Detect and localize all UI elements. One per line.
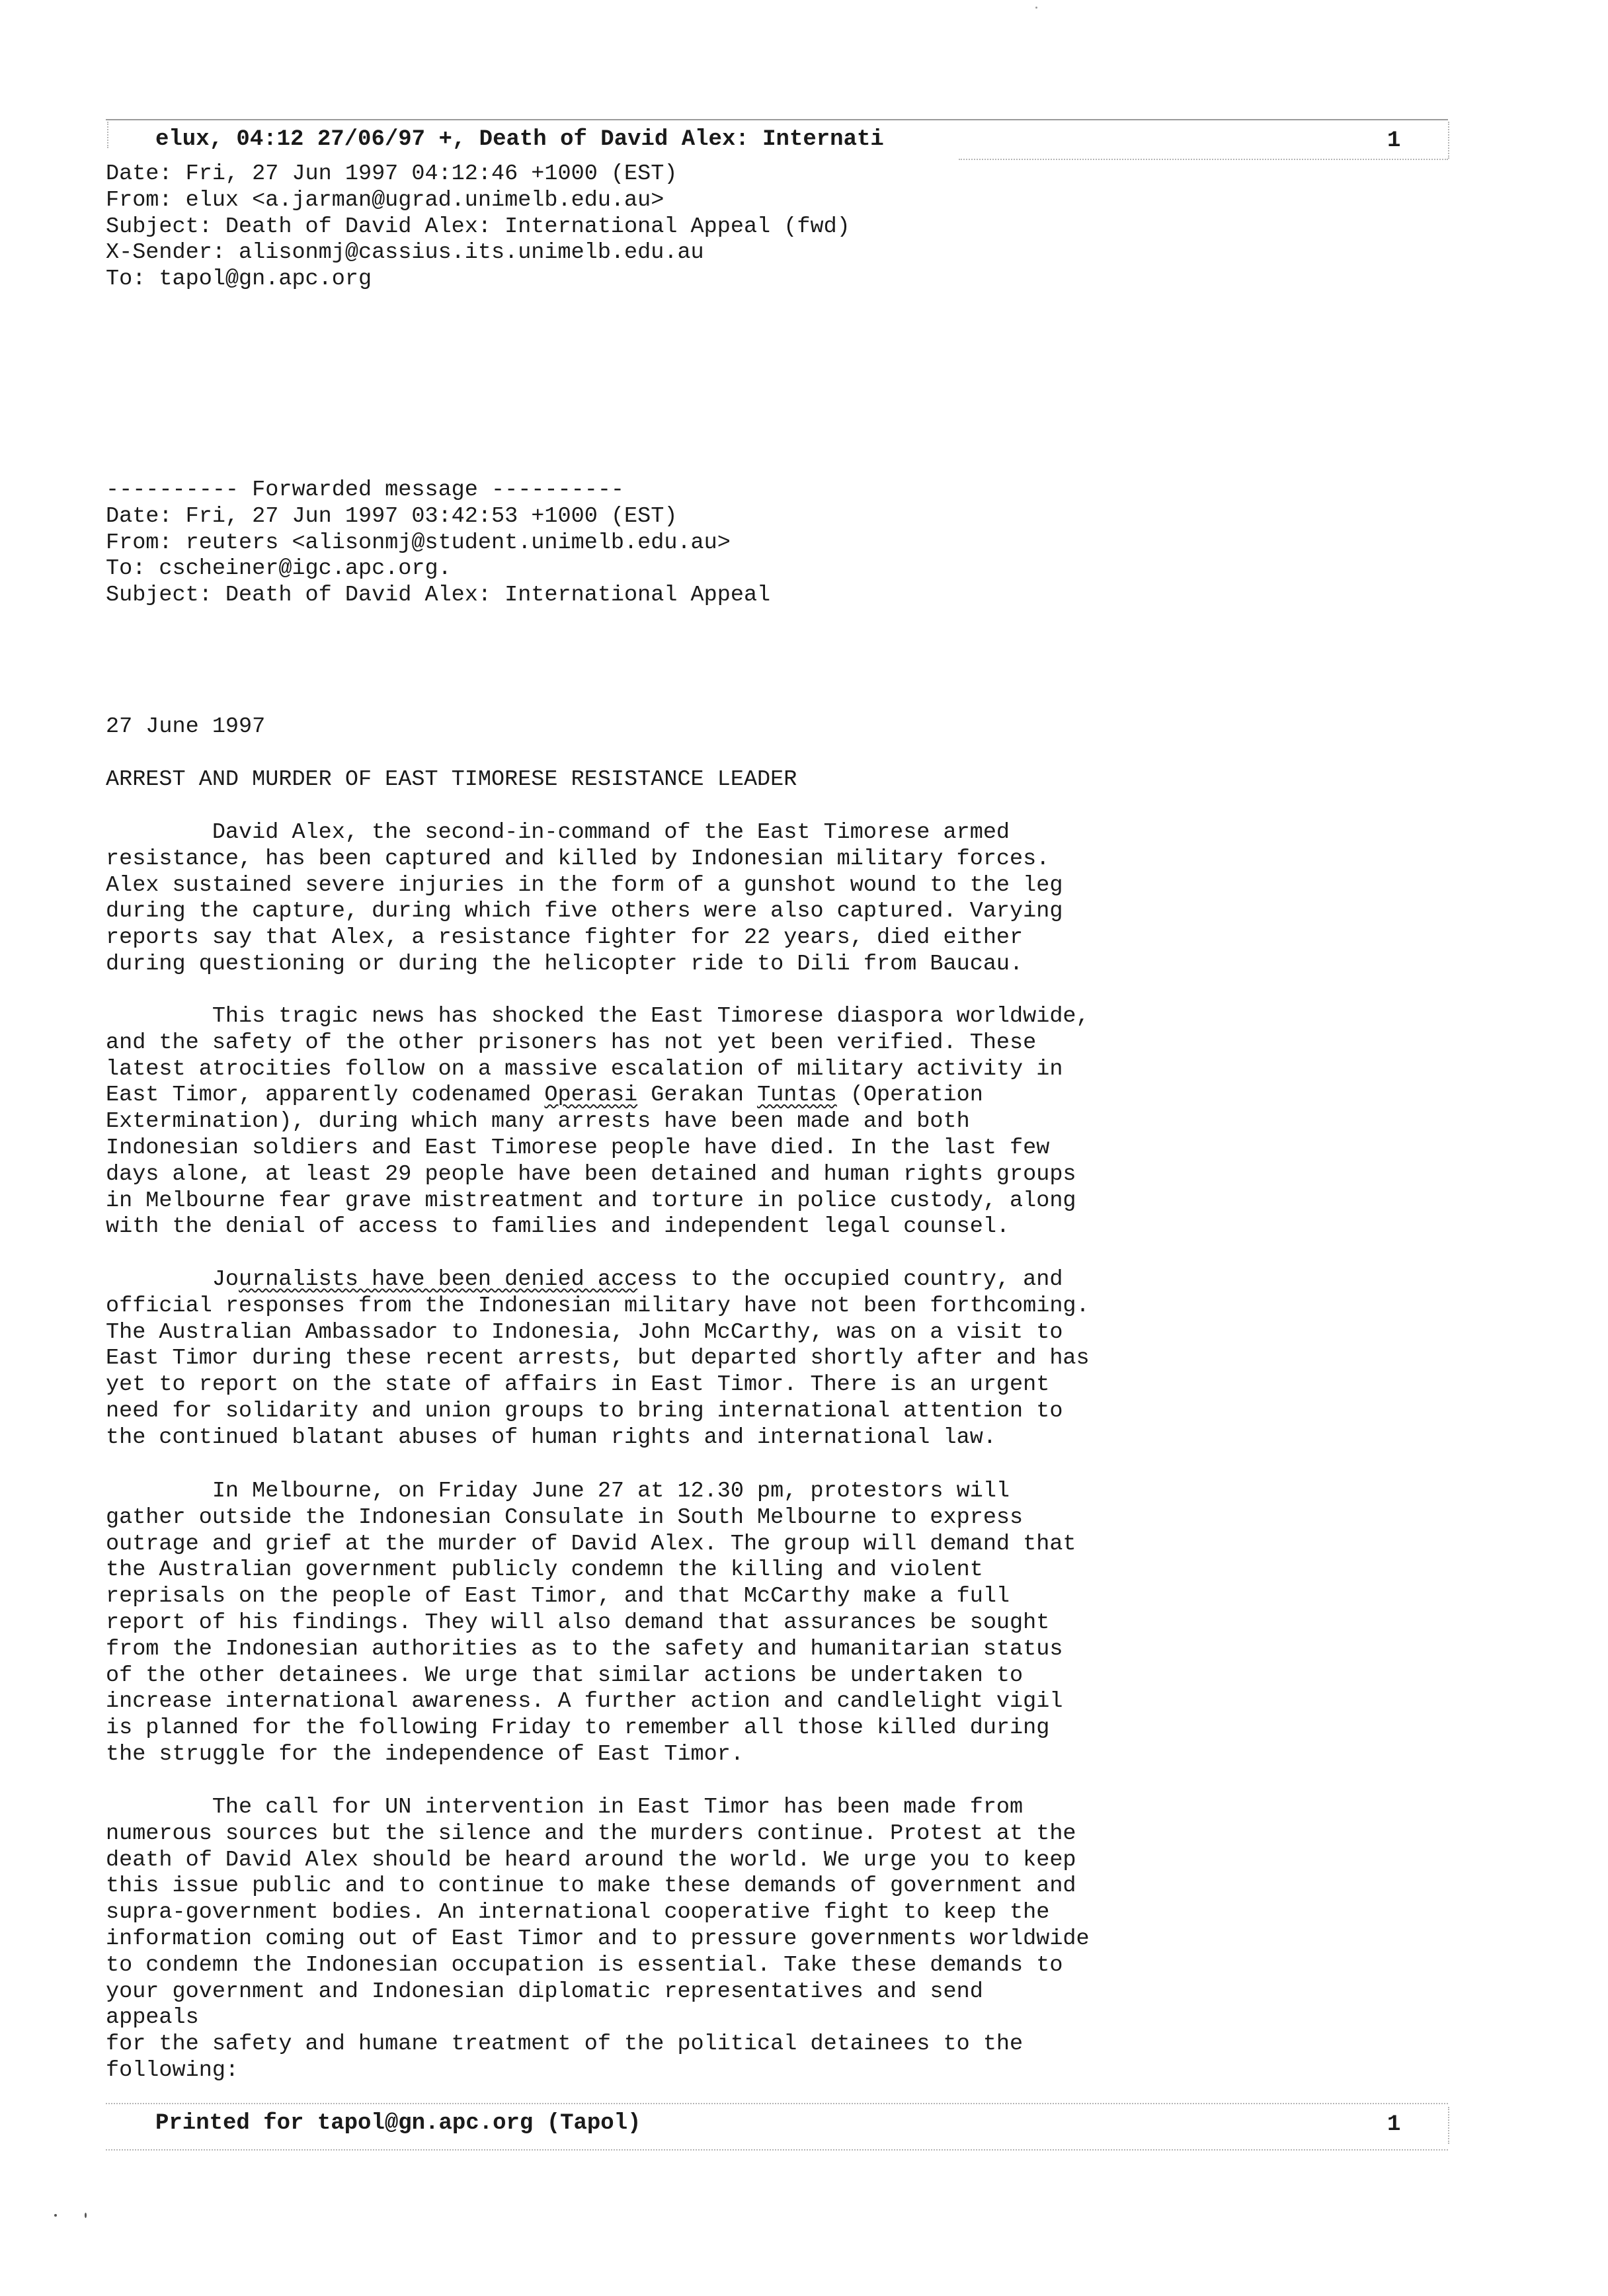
forwarded-from: From: reuters <alisonmj@student.unimelb.edu.au>	[106, 530, 731, 555]
p4-line: from the Indonesian authorities as to the safety and humanitarian status	[106, 1636, 1063, 1662]
forwarded-to: To: cscheiner@igc.apc.org.	[106, 556, 452, 582]
p2-line: Indonesian soldiers and East Timorese people have died. In the last few	[106, 1135, 1050, 1161]
forwarded-subject: Subject: Death of David Alex: International Appeal	[106, 583, 771, 608]
p5-line: for the safety and humane treatment of the political detainees to the	[106, 2031, 1024, 2057]
p3-line: the continued blatant abuses of human rights and international law.	[106, 1424, 996, 1450]
p2-line: days alone, at least 29 people have been detained and human rights groups	[106, 1161, 1076, 1187]
article-date: 27 June 1997	[106, 714, 266, 739]
p1-line: reports say that Alex, a resistance fighter for 22 years, died either	[106, 925, 1024, 951]
underlined-word-operasi: Operasi	[544, 1083, 638, 1108]
forwarded-separator: ---------- Forwarded message ----------	[106, 477, 625, 503]
scan-speck	[1035, 7, 1037, 9]
p5-line: following:	[106, 2057, 239, 2083]
header-to: To: tapol@gn.apc.org	[106, 266, 372, 292]
article-headline: ARREST AND MURDER OF EAST TIMORESE RESISTANCE LEADER	[106, 767, 797, 792]
footer-printed-for: Printed for tapol@gn.apc.org (Tapol)	[155, 2111, 641, 2136]
p5-line: death of David Alex should be heard around the world. We urge you to keep	[106, 1847, 1076, 1873]
header-top-rule	[106, 119, 1448, 120]
underlined-phrase-journalists: urnalists have been denied acc	[239, 1267, 638, 1292]
p1-line: resistance, has been captured and killed by Indonesian military forces.	[106, 846, 1050, 872]
p4-line: the Australian government publicly condemn the killing and violent	[106, 1557, 983, 1583]
header-bottom-rule	[959, 159, 1448, 160]
p1-line: during the capture, during which five others were also captured. Varying	[106, 899, 1063, 924]
email-headers	[106, 161, 850, 293]
p2-line: Extermination), during which many arrests have been made and both	[106, 1109, 970, 1135]
forwarded-message-headers	[106, 477, 770, 609]
p2-line: in Melbourne fear grave mistreatment and torture in police custody, along	[106, 1188, 1076, 1213]
p4-line: gather outside the Indonesian Consulate in South Melbourne to express	[106, 1504, 1024, 1530]
p5-line: to condemn the Indonesian occupation is essential. Take these demands to	[106, 1952, 1063, 1978]
p3-line-journalists	[106, 1267, 1063, 1292]
p2-line-codename	[106, 1083, 983, 1108]
p3-line: East Timor during these recent arrests, but departed shortly after and has	[106, 1346, 1090, 1372]
header-page-number: 1	[1387, 128, 1401, 153]
p5-line: appeals	[106, 2005, 199, 2031]
article-paragraph-5	[106, 1795, 1090, 2084]
p5-line: numerous sources but the silence and the murders continue. Protest at the	[106, 1821, 1076, 1846]
footer-top-rule	[106, 2103, 1448, 2104]
p5-line: supra-government bodies. An international cooperative fight to keep the	[106, 1900, 1050, 1926]
header-date: Date: Fri, 27 Jun 1997 04:12:46 +1000 (EST)	[106, 161, 678, 186]
p1-line: Alex sustained severe injuries in the form of a gunshot wound to the leg	[106, 872, 1063, 898]
p4-line: increase international awareness. A further action and candlelight vigil	[106, 1689, 1063, 1715]
footer-bottom-rule	[106, 2149, 1448, 2151]
underlined-word-tuntas: Tuntas	[757, 1083, 837, 1108]
p2-text: (Operation	[836, 1083, 983, 1108]
p3-text: Jo	[106, 1267, 239, 1292]
p4-line: outrage and grief at the murder of David Alex. The group will demand that	[106, 1531, 1076, 1557]
p4-line: In Melbourne, on Friday June 27 at 12.30 pm, protestors will	[106, 1479, 1010, 1504]
p4-line: reprisals on the people of East Timor, and that McCarthy make a full	[106, 1584, 1010, 1610]
p3-line: official responses from the Indonesian military have not been forthcoming.	[106, 1293, 1090, 1319]
p1-line: David Alex, the second-in-command of the East Timorese armed	[106, 820, 1010, 845]
p2-text: Gerakan	[637, 1083, 758, 1108]
p3-line: The Australian Ambassador to Indonesia, John McCarthy, was on a visit to	[106, 1319, 1063, 1345]
p2-text: East Timor, apparently codenamed	[106, 1083, 545, 1108]
p3-line: yet to report on the state of affairs in East Timor. There is an urgent	[106, 1372, 1050, 1398]
p5-line: The call for UN intervention in East Timor has been made from	[106, 1795, 1024, 1820]
article-paragraph-2	[106, 1004, 1090, 1241]
article-paragraph-3	[106, 1267, 1090, 1452]
footer-right-edge	[1448, 2107, 1449, 2144]
p3-text: ess to the occupied country, and	[637, 1267, 1063, 1292]
p5-line: this issue public and to continue to make these demands of government and	[106, 1873, 1076, 1899]
p2-line: and the safety of the other prisoners has not yet been verified. These	[106, 1030, 1037, 1055]
header-right-edge	[1448, 122, 1449, 159]
article-paragraph-1	[106, 820, 1063, 978]
header-title: elux, 04:12 27/06/97 +, Death of David Alex: Internati	[155, 127, 884, 152]
p2-line: latest atrocities follow on a massive escalation of military activity in	[106, 1056, 1063, 1082]
p4-line: is planned for the following Friday to remember all those killed during	[106, 1715, 1050, 1741]
p1-line: during questioning or during the helicopter ride to Dili from Baucau.	[106, 951, 1024, 977]
p4-line: report of his findings. They will also demand that assurances be sought	[106, 1610, 1050, 1635]
p2-line: with the denial of access to families and independent legal counsel.	[106, 1214, 1010, 1240]
p4-line: the struggle for the independence of East Timor.	[106, 1741, 744, 1767]
header-subject: Subject: Death of David Alex: International Appeal (fwd)	[106, 214, 850, 239]
header-left-edge	[107, 122, 108, 148]
p5-line: information coming out of East Timor and to pressure governments worldwide	[106, 1926, 1090, 1951]
p5-line: your government and Indonesian diplomatic representatives and send	[106, 1979, 983, 2004]
p4-line: of the other detainees. We urge that similar actions be undertaken to	[106, 1662, 1024, 1688]
p3-line: need for solidarity and union groups to bring international attention to	[106, 1398, 1063, 1424]
header-x-sender: X-Sender: alisonmj@cassius.its.unimelb.edu.au	[106, 240, 704, 266]
p2-line: This tragic news has shocked the East Timorese diaspora worldwide,	[106, 1004, 1090, 1029]
article-paragraph-4	[106, 1479, 1076, 1768]
scan-speck	[85, 2213, 87, 2218]
header-from: From: elux <a.jarman@ugrad.unimelb.edu.au>	[106, 187, 664, 213]
footer-page-number: 1	[1387, 2112, 1401, 2137]
scan-speck	[54, 2214, 57, 2217]
forwarded-date: Date: Fri, 27 Jun 1997 03:42:53 +1000 (EST)	[106, 503, 678, 529]
